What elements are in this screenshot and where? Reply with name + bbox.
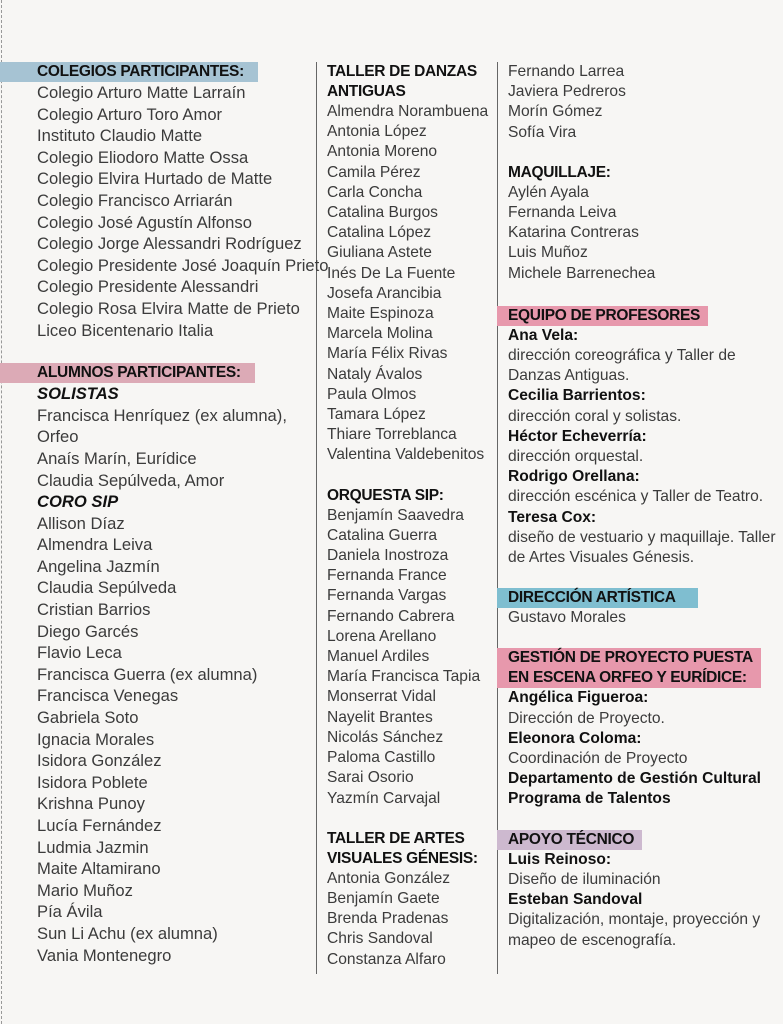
orquesta-item: Fernanda Vargas (327, 587, 447, 605)
colegios-list (37, 82, 329, 341)
solista-item: Orfeo (37, 427, 79, 447)
coro-item: Ignacia Morales (37, 729, 155, 749)
danzas-item: Nataly Ávalos (327, 365, 423, 383)
maquillaje-header: MAQUILLAJE: (508, 163, 611, 181)
danzas-item: Valentina Valdebenitos (327, 446, 485, 464)
column-divider (316, 62, 317, 974)
coro-list (37, 513, 302, 966)
artes-item: Benjamín Gaete (327, 889, 440, 907)
colegio-item: Colegio Elvira Hurtado de Matte (37, 169, 273, 189)
danzas-item: Paula Olmos (327, 385, 417, 403)
profesor-role: dirección escénica y Taller de Teatro. (508, 488, 764, 506)
colegio-item: Colegio Jorge Alessandri Rodríguez (37, 234, 302, 254)
orquesta-item: María Francisca Tapia (327, 668, 481, 686)
coro-item: Pía Ávila (37, 902, 103, 922)
artes-item: Chris Sandoval (327, 930, 433, 948)
direccion-name: Gustavo Morales (508, 609, 626, 627)
coro-item: Allison Díaz (37, 513, 125, 533)
danzas-item: Thiare Torreblanca (327, 426, 457, 444)
profesor-name: Héctor Echeverría: (508, 427, 647, 445)
coro-item: Angelina Jazmín (37, 556, 160, 576)
coro-item: Almendra Leiva (37, 535, 153, 555)
colegio-item: Colegio Francisco Arriarán (37, 190, 233, 210)
orquesta-list (327, 506, 487, 809)
apoyo-name: Esteban Sandoval (508, 891, 643, 909)
gestion-role: Dirección de Proyecto. (508, 709, 665, 727)
orquesta-item: Paloma Castillo (327, 749, 436, 767)
artes-item: Brenda Pradenas (327, 910, 449, 928)
orquesta-item: Sarai Osorio (327, 769, 414, 787)
coro-item: Gabriela Soto (37, 708, 139, 728)
danzas-item: Inés De La Fuente (327, 264, 456, 282)
danzas-item: María Félix Rivas (327, 345, 448, 363)
danzas-item: Camila Pérez (327, 163, 421, 181)
danzas-item: Carla Concha (327, 183, 423, 201)
orquesta-item: Fernando Cabrera (327, 607, 455, 625)
column-3 (508, 62, 778, 951)
colegio-item: Colegio Arturo Toro Amor (37, 104, 223, 124)
profesor-role: dirección orquestal. (508, 448, 644, 466)
coro-item: Francisca Guerra (ex alumna) (37, 664, 258, 684)
gestion-list (508, 688, 778, 769)
orquesta-item: Daniela Inostroza (327, 547, 449, 565)
artes-item: Morín Gómez (508, 103, 603, 121)
danzas-header: TALLER DE DANZAS ANTIGUAS (327, 63, 477, 100)
danzas-item: Catalina López (327, 224, 432, 242)
colegio-item: Colegio Rosa Elvira Matte de Prieto (37, 298, 300, 318)
solistas-subheader: SOLISTAS (37, 384, 119, 404)
artes-item: Constanza Alfaro (327, 950, 446, 968)
artes-item: Javiera Pedreros (508, 83, 626, 101)
danzas-item: Almendra Norambuena (327, 103, 489, 120)
colegio-item: Colegio Presidente Alessandri (37, 277, 259, 297)
coro-item: Claudia Sepúlveda (37, 578, 177, 598)
solista-item: Francisca Henríquez (ex alumna), (37, 405, 287, 425)
profesor-name: Rodrigo Orellana: (508, 468, 640, 486)
artes-item: Antonia González (327, 869, 451, 887)
column-1 (37, 62, 329, 966)
profesor-role: dirección coreográfica y Taller de Danzas Antiguas. (508, 347, 736, 385)
orquesta-item: Nayelit Brantes (327, 708, 433, 726)
artes-list (327, 869, 487, 970)
coro-item: Diego Garcés (37, 621, 139, 641)
orquesta-item: Nicolás Sánchez (327, 728, 444, 746)
coro-item: Krishna Punoy (37, 794, 145, 814)
coro-item: Cristian Barrios (37, 600, 151, 620)
maquillaje-item: Michele Barrenechea (508, 264, 656, 282)
column-2 (327, 62, 487, 970)
profesores-header: EQUIPO DE PROFESORES (497, 306, 778, 326)
coro-item: Francisca Venegas (37, 686, 179, 706)
orquesta-header: ORQUESTA SIP: (327, 486, 444, 504)
danzas-item: Giuliana Astete (327, 244, 432, 262)
colegio-item: Instituto Claudio Matte (37, 126, 203, 146)
direccion-header: DIRECCIÓN ARTÍSTICA (497, 588, 778, 608)
dashed-cut-line (1, 0, 2, 1024)
artes-item: Fernando Larrea (508, 63, 625, 80)
maquillaje-item: Luis Muñoz (508, 244, 588, 262)
maquillaje-item: Katarina Contreras (508, 224, 639, 242)
coro-item: Lucía Fernández (37, 816, 162, 835)
colegio-item: Colegio José Agustín Alfonso (37, 212, 252, 232)
gestion-name: Eleonora Coloma: (508, 729, 642, 747)
solistas-list (37, 405, 302, 491)
coro-subheader: CORO SIP (37, 492, 119, 512)
colegio-item: Liceo Bicentenario Italia (37, 320, 214, 340)
orquesta-item: Catalina Guerra (327, 526, 438, 544)
apoyo-role: Diseño de iluminación (508, 870, 661, 888)
apoyo-name: Luis Reinoso: (508, 850, 612, 868)
orquesta-item: Manuel Ardiles (327, 648, 430, 666)
apoyo-list (508, 850, 778, 951)
danzas-list (327, 102, 487, 466)
coro-item: Flavio Leca (37, 643, 122, 663)
danzas-item: Catalina Burgos (327, 204, 438, 222)
coro-item: Isidora González (37, 751, 162, 771)
profesor-role: diseño de vestuario y maquillaje. Taller de Artes Visuales Génesis. (508, 528, 776, 567)
coro-item: Sun Li Achu (ex alumna) (37, 923, 218, 943)
apoyo-role: Digitalización, montaje, proyección y mapeo de escenografía. (508, 911, 761, 949)
coro-item: Isidora Poblete (37, 772, 148, 792)
danzas-item: Tamara López (327, 406, 426, 424)
coro-item: Mario Muñoz (37, 880, 133, 900)
danzas-item: Marcela Molina (327, 325, 433, 343)
profesor-role: dirección coral y solistas. (508, 407, 682, 425)
danzas-item: Maite Espinoza (327, 305, 434, 323)
gestion-extra-1: Departamento de Gestión Cultural (508, 770, 762, 788)
orquesta-item: Yazmín Carvajal (327, 789, 441, 807)
coro-item: Ludmia Jazmin (37, 837, 149, 857)
colegio-item: Colegio Presidente José Joaquín Prieto (37, 255, 329, 275)
profesor-name: Ana Vela: (508, 326, 579, 344)
orquesta-item: Benjamín Saavedra (327, 506, 464, 524)
orquesta-item: Fernanda France (327, 567, 447, 585)
solista-item: Claudia Sepúlveda, Amor (37, 470, 225, 490)
artes-continued-list (508, 62, 778, 143)
solista-item: Anaís Marín, Eurídice (37, 448, 197, 468)
orquesta-item: Lorena Arellano (327, 627, 437, 645)
danzas-item: Antonia López (327, 123, 427, 141)
colegios-header: COLEGIOS PARTICIPANTES: (0, 62, 302, 82)
danzas-item: Josefa Arancibia (327, 284, 442, 302)
artes-item: Sofía Vira (508, 123, 577, 141)
profesor-name: Cecilia Barrientos: (508, 387, 646, 405)
maquillaje-list (508, 183, 778, 284)
profesores-list (508, 326, 778, 568)
danzas-item: Antonia Moreno (327, 143, 438, 161)
artes-header: TALLER DE ARTES VISUALES GÉNESIS: (327, 829, 478, 867)
colegio-item: Colegio Arturo Matte Larraín (37, 83, 246, 102)
alumnos-header: ALUMNOS PARTICIPANTES: (0, 363, 302, 383)
apoyo-header: APOYO TÉCNICO (497, 830, 778, 850)
gestion-name: Angélica Figueroa: (508, 689, 649, 707)
coro-item: Vania Montenegro (37, 945, 172, 965)
orquesta-item: Monserrat Vidal (327, 688, 436, 706)
coro-item: Maite Altamirano (37, 859, 161, 879)
profesor-name: Teresa Cox: (508, 508, 597, 526)
maquillaje-item: Aylén Ayala (508, 183, 589, 201)
gestion-header: GESTIÓN DE PROYECTO PUESTA EN ESCENA ORFEO Y EURÍDICE: (497, 648, 761, 688)
maquillaje-item: Fernanda Leiva (508, 204, 617, 222)
colegio-item: Colegio Eliodoro Matte Ossa (37, 147, 249, 167)
gestion-extra-2: Programa de Talentos (508, 790, 671, 808)
gestion-role: Coordinación de Proyecto (508, 750, 688, 768)
